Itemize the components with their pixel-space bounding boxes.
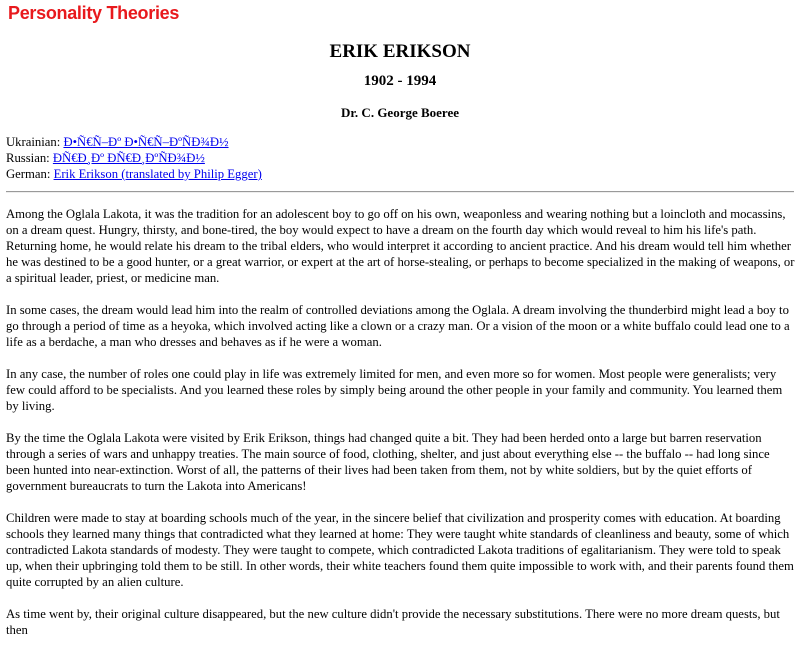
translation-link-ukrainian[interactable]: Ð•Ñ€Ñ–Ðº Ð•Ñ€Ñ–ÐºÑÐ¾Ð½ — [63, 135, 229, 149]
article-body — [6, 206, 796, 654]
translation-link-german[interactable]: Erik Erikson (translated by Philip Egger) — [53, 167, 262, 181]
translation-ukrainian — [6, 134, 262, 150]
article-paragraph: Among the Oglala Lakota, it was the tradition for an adolescent boy to go off on his own, weaponless and wearing nothing but a loincloth and mocassins, on a dream quest. Hungry, thirsty, and bone-tired, the boy would expect to have a dream on the fourth day which would reveal to him his life's path. Returning home, he would relate his dream to the tribal elders, who would interpret it according to ancient practice. And his dream would tell him whether he was destined to be a good hunter, or a great warrior, or expert at the art of horse-stealing, or perhaps to become specialized in the making of weapons, or a spiritual leader, priest, or medicine man. — [6, 207, 795, 285]
article-paragraph: Children were made to stay at boarding schools much of the year, in the sincere belief that civilization and prosperity comes with education. At boarding schools they learned many things that contradicted what they learned at home: They were taught white standards of cleanliness and beauty, some of which contradicted Lakota standards of modesty. They were taught to compete, which contradicted Lakota traditions of egalitarianism. They were told to speak up, when their upbringing told them to be still. In other words, their white teachers found them quite impossible to work with, and their parents found them quite corrupted by an alien culture. — [6, 511, 794, 589]
translation-russian — [6, 150, 262, 166]
translation-link-russian[interactable]: ÐÑ€Ð¸Ðº ÐÑ€Ð¸ÐºÑÐ¾Ð½ — [52, 151, 205, 165]
translation-language-label: Ukrainian: — [6, 135, 61, 149]
article-paragraph: In any case, the number of roles one could play in life was extremely limited for men, and even more so for women. Most people were generalists; very few could afford to be specialists. And you learned these roles by simply being around the other people in your family and community. You learned them by living. — [6, 367, 783, 413]
lifespan-dates: 1902 - 1994 — [363, 73, 437, 89]
article-paragraph: As time went by, their original culture disappeared, but the new culture didn't provide the necessary substitutions. There were no more dream quests, but then — [6, 607, 780, 637]
article-paragraph: In some cases, the dream would lead him into the realm of controlled deviations among the Oglala. A dream involving the thunderbird might lead a boy to go through a period of time as a heyoka, which involved acting like a clown or a crazy man. Or a vision of the moon or a white buffalo could lead one to a life as a berdache, a man who dresses and behaves as if he were a woman. — [6, 303, 790, 349]
translation-language-label: German: — [6, 167, 51, 181]
translations-list — [6, 134, 262, 182]
translation-language-label: Russian: — [6, 151, 50, 165]
article-paragraph: By the time the Oglala Lakota were visited by Erik Erikson, things had changed quite a bit. They had been herded onto a large but barren reservation through a series of wars and unhappy treaties. The main source of food, clothing, shelter, and just about everything else -- the buffalo -- had long since been hunted into near-extinction. Worst of all, the patterns of their lives had been taken from them, not by white soldiers, but by the quiet efforts of government bureaucrats to turn the Lakota into Americans! — [6, 431, 770, 493]
translation-german — [6, 166, 262, 182]
page-title: ERIK ERIKSON — [329, 41, 471, 62]
author-name: Dr. C. George Boeree — [340, 105, 460, 120]
site-logo[interactable]: Personality Theories — [8, 3, 180, 23]
horizontal-divider — [6, 191, 794, 193]
